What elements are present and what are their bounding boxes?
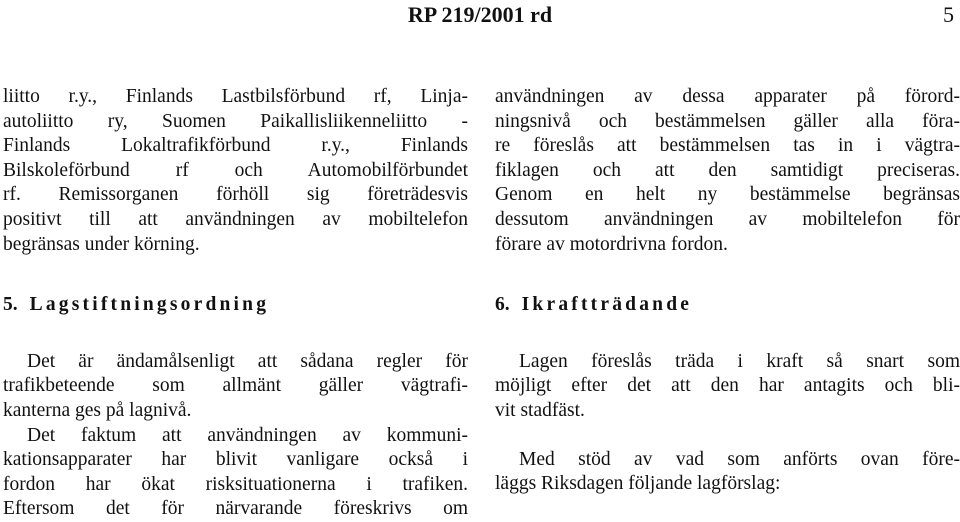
text-line: Lagen föreslås träda i kraft så snart som: [519, 350, 960, 372]
text-line: positivt till att användningen av mobiltelefon: [3, 208, 468, 230]
text-line: användningen av dessa apparater på förord-: [495, 86, 960, 107]
right-paragraph-2: [495, 350, 960, 424]
text-line: Finlands Lokaltrafikförbund r.y., Finlands: [3, 135, 468, 157]
text-line: re föreslås att bestämmelsen tas in i vägtra-: [495, 135, 960, 157]
page-header: [0, 0, 960, 36]
text-line: möjligt efter det att den har antagits och bli-: [495, 375, 960, 397]
left-paragraph-3: [3, 424, 468, 522]
text-line: liitto r.y., Finlands Lastbilsförbund rf, Linja-: [3, 86, 468, 107]
right-paragraph-3: [495, 448, 960, 497]
text-line: Med stöd av vad som anförts ovan före-: [519, 448, 960, 470]
right-paragraph-1: [495, 85, 960, 257]
text-line: dessutom användningen av mobiltelefon för: [495, 208, 960, 230]
text-line: Genom en helt ny bestämmelse begränsas: [495, 184, 960, 206]
text-line: rf. Remissorganen förhöll sig företrädesvis: [3, 184, 468, 206]
left-paragraph-2: [3, 350, 468, 424]
section-title: Ikraftträdande: [521, 294, 693, 316]
text-line: Bilskoleförbund rf och Automobilförbundet: [3, 159, 468, 181]
text-line: begränsas under körning.: [3, 233, 200, 255]
text-line: vit stadfäst.: [495, 399, 585, 421]
text-line: Det är ändamålsenligt att sådana regler för: [27, 350, 468, 372]
page-number: 5: [943, 2, 954, 27]
text-line: autoliitto ry, Suomen Paikallisliikenneliitto -: [3, 110, 468, 132]
section-heading-5: [3, 293, 468, 318]
document-title: RP 219/2001 rd: [407, 2, 553, 27]
left-paragraph-1: [3, 85, 468, 257]
text-line: fordon har ökat risksituationerna i trafiken.: [3, 473, 468, 495]
section-title: Lagstiftningsordning: [29, 294, 270, 316]
text-line: trafikbeteende som allmänt gäller vägtrafi-: [3, 375, 468, 397]
text-line: kanterna ges på lagnivå.: [3, 399, 192, 421]
text-line: läggs Riksdagen följande lagförslag:: [495, 473, 781, 495]
text-line: Det faktum att användningen av kommuni-: [27, 424, 468, 446]
text-line: Eftersom det för närvarande föreskrivs om: [3, 498, 468, 520]
text-line: fiklagen och att den samtidigt preciseras.: [495, 159, 960, 181]
text-line: ningsnivå och bestämmelsen gäller alla föra-: [495, 110, 960, 132]
text-line: förare av motordrivna fordon.: [495, 233, 728, 255]
section-heading-6: [495, 293, 960, 318]
text-line: kationsapparater har blivit vanligare också i: [3, 449, 468, 471]
section-number: 6.: [495, 294, 510, 316]
section-number: 5.: [3, 294, 18, 316]
right-column: [495, 85, 960, 497]
left-column: [3, 85, 468, 522]
